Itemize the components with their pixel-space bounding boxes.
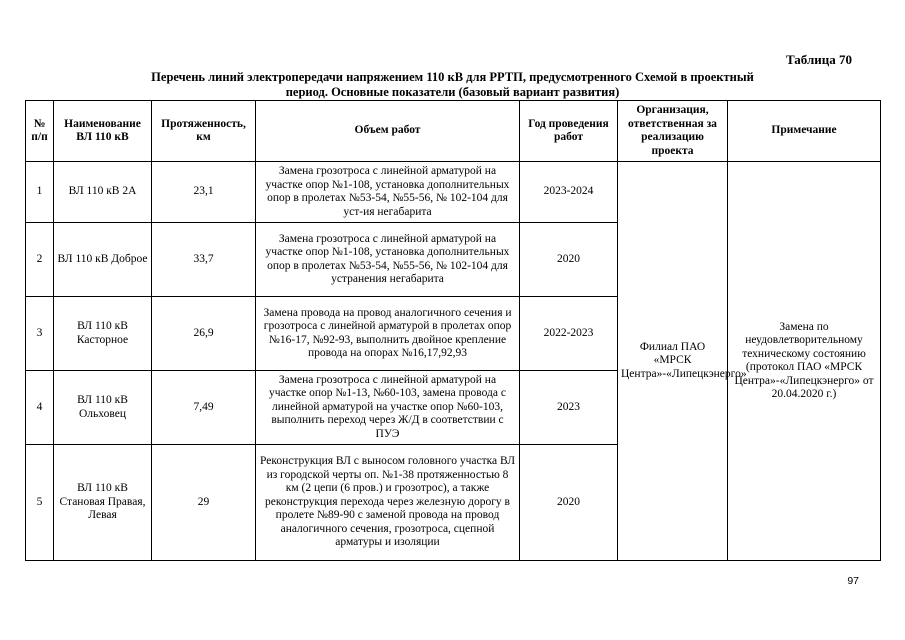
caption-line-2: период. Основные показатели (базовый вариант развития): [285, 85, 620, 99]
cell-length: 26,9: [152, 297, 256, 371]
table-row: [26, 162, 881, 223]
cell-name: ВЛ 110 кВ Касторное: [54, 297, 152, 371]
cell-name: ВЛ 110 кВ Доброе: [54, 223, 152, 297]
header-row: [26, 101, 881, 162]
header-num: № п/п: [26, 101, 54, 162]
cell-scope: Замена грозотроса с линейной арматурой на участке опор №1-108, установка дополнительных опор в пролетах №53-54, №55-56, № 102-104 для устранения негабарита: [256, 223, 520, 297]
cell-length: 23,1: [152, 162, 256, 223]
cell-num: 4: [26, 371, 54, 445]
cell-num: 5: [26, 445, 54, 561]
cell-year: 2023-2024: [520, 162, 618, 223]
cell-scope: Реконструкция ВЛ с выносом головного участка ВЛ из городской черты оп. №1-38 протяженностью 8 км (2 цепи (6 пров.) и грозотрос), а также реконструкция перехода через железную дорогу в пролете №89-90 с заменой провода на провод аналогичного сечения, грозотроса, сцепной арматуры и изоляции: [256, 445, 520, 561]
power-lines-table: [25, 100, 881, 561]
cell-num: 1: [26, 162, 54, 223]
page-number: 97: [847, 575, 859, 587]
header-scope: Объем работ: [256, 101, 520, 162]
header-note: Примечание: [728, 101, 881, 162]
cell-year: 2020: [520, 445, 618, 561]
caption-line-1: Перечень линий электропередачи напряжением 110 кВ для РРТП, предусмотренного Схемой в проектный: [151, 70, 754, 84]
cell-num: 2: [26, 223, 54, 297]
cell-year: 2022-2023: [520, 297, 618, 371]
cell-length: 7,49: [152, 371, 256, 445]
header-length: Протяженность, км: [152, 101, 256, 162]
table-label: Таблица 70: [785, 52, 852, 67]
cell-scope: Замена грозотроса с линейной арматурой на участке опор №1-13, №60-103, замена провода с линейной арматурой на участке опор №60-103, выполнить переход через Ж/Д в соответствии с ПУЭ: [256, 371, 520, 445]
cell-year: 2023: [520, 371, 618, 445]
cell-scope: Замена грозотроса с линейной арматурой на участке опор №1-108, установка дополнительных опор в пролетах №53-54, №55-56, № 102-104 для уст-ия негабарита: [256, 162, 520, 223]
header-year: Год проведения работ: [520, 101, 618, 162]
cell-org-merged: Филиал ПАО «МРСК Центра»-«Липецкэнерго»: [618, 162, 728, 561]
cell-year: 2020: [520, 223, 618, 297]
cell-length: 29: [152, 445, 256, 561]
cell-num: 3: [26, 297, 54, 371]
header-org: Организация, ответственная за реализацию проекта: [618, 101, 728, 162]
header-name: Наименование ВЛ 110 кВ: [54, 101, 152, 162]
cell-scope: Замена провода на провод аналогичного сечения и грозотроса с линейной арматурой в пролетах опор №16-17, №92-93, выполнить двойное крепление провода на опорах №16,17,92,93: [256, 297, 520, 371]
cell-name: ВЛ 110 кВ 2А: [54, 162, 152, 223]
cell-name: ВЛ 110 кВ Становая Правая, Левая: [54, 445, 152, 561]
cell-length: 33,7: [152, 223, 256, 297]
cell-note-merged: Замена по неудовлетворительному техническому состоянию (протокол ПАО «МРСК Центра»-«Липецкэнерго» от 20.04.2020 г.): [728, 162, 881, 561]
cell-name: ВЛ 110 кВ Ольховец: [54, 371, 152, 445]
table-caption: [25, 70, 880, 100]
